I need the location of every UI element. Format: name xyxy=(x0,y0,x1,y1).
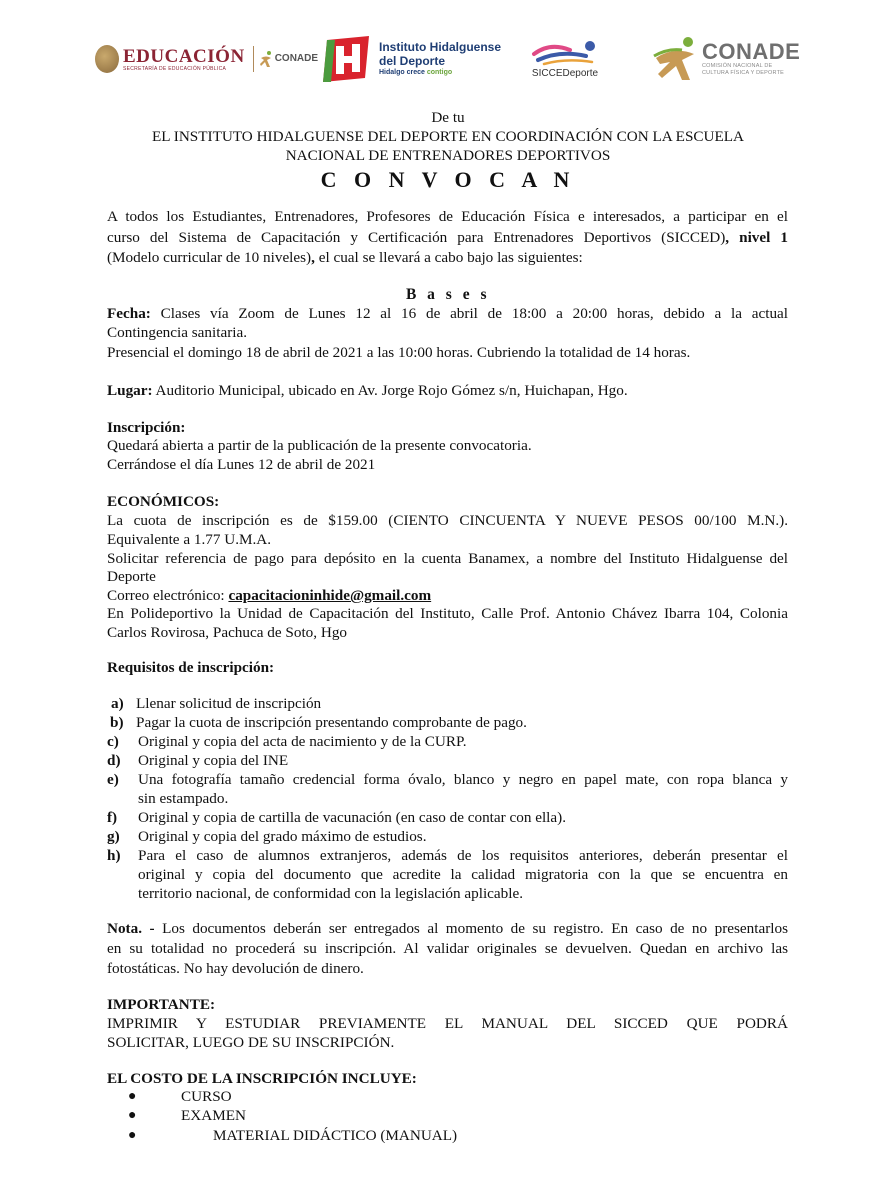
requisito-text: Original y copia del grado máximo de estudios. xyxy=(138,828,427,845)
economicos-line-6: En Polideportivo la Unidad de Capacitación del Instituto, Calle Prof. Antonio Chávez Ibarra 104, Colonia xyxy=(107,605,788,622)
conade-sub2: CULTURA FÍSICA Y DEPORTE xyxy=(702,70,785,76)
sicced-wordmark: SICCEDeporte xyxy=(531,67,599,79)
importante-line-1: IMPRIMIR Y ESTUDIAR PREVIAMENTE EL MANUAL DEL SICCED QUE PODRÁ xyxy=(107,1015,788,1032)
sicced-logo xyxy=(530,28,600,90)
inscripcion-label: Inscripción: xyxy=(107,419,186,436)
bullet-icon: ● xyxy=(128,1128,137,1143)
sep-subtitle: SECRETARÍA DE EDUCACIÓN PÚBLICA xyxy=(123,65,227,72)
importante-line-2: SOLICITAR, LUEGO DE SU INSCRIPCIÓN. xyxy=(107,1034,395,1051)
requisito-text: territorio nacional, de conformidad con la legislación aplicable. xyxy=(138,885,524,902)
requisito-letter: e) xyxy=(107,771,119,788)
economicos-line-2: Equivalente a 1.77 U.M.A. xyxy=(107,531,272,548)
educacion-wordmark: EDUCACIÓN xyxy=(123,45,245,67)
mexico-seal-icon xyxy=(95,45,119,73)
nota-line-3: fotostáticas. No hay devolución de dinero. xyxy=(107,960,364,977)
requisito-text: Pagar la cuota de inscripción presentando comprobante de pago. xyxy=(136,714,527,731)
conade-logo xyxy=(652,28,800,90)
requisito-text: original y copia del documento que acredite la calidad migratoria con la que se encuentra en xyxy=(138,866,788,883)
conade-runner-icon xyxy=(652,34,700,84)
requisito-letter: f) xyxy=(107,809,118,826)
header-line-1: De tu xyxy=(431,109,465,126)
requisito-text: Llenar solicitud de inscripción xyxy=(136,695,322,712)
economicos-line-4: Deporte xyxy=(107,568,156,585)
ihd-tagline: Hidalgo crece contigo xyxy=(379,69,453,76)
requisito-text: Una fotografía tamaño credencial forma óvalo, blanco y negro en papel mate, con ropa blanca y xyxy=(138,771,788,788)
intro-line-3: (Modelo curricular de 10 niveles), el cual se llevará a cabo bajo las siguientes: xyxy=(107,249,583,266)
requisito-letter: c) xyxy=(107,733,119,750)
sicced-swoosh-icon xyxy=(530,40,600,66)
intro-line-2: curso del Sistema de Capacitación y Certificación para Entrenadores Deportivos (SICCED), nivel 1 xyxy=(107,229,788,246)
runner-icon xyxy=(259,50,273,68)
requisito-letter: h) xyxy=(107,847,121,864)
costo-label: EL COSTO DE LA INSCRIPCIÓN INCLUYE: xyxy=(107,1070,417,1087)
economicos-line-1: La cuota de inscripción es de $159.00 (CIENTO CINCUENTA Y NUEVE PESOS 00/100 M.N.). xyxy=(107,512,788,529)
nota-line-2: en su totalidad no procederá su inscripción. Al validar originales se devuelven. Quedan en archivo las xyxy=(107,940,788,957)
ihd-name-line2: del Deporte xyxy=(379,54,446,68)
costo-item: MATERIAL DIDÁCTICO (MANUAL) xyxy=(213,1127,458,1144)
mini-conade-text: CONADE xyxy=(274,53,319,64)
ihd-name-line1: Instituto Hidalguense xyxy=(379,40,502,54)
bullet-icon: ● xyxy=(128,1108,137,1123)
conade-sub1: COMISIÓN NACIONAL DE xyxy=(702,63,773,69)
economicos-line-3: Solicitar referencia de pago para depósito en la cuenta Banamex, a nombre del Instituto Hidalguense del xyxy=(107,550,788,567)
conade-wordmark: CONADE xyxy=(702,39,801,64)
email-link[interactable]: capacitacioninhide@gmail.com xyxy=(228,587,432,604)
inscripcion-line-1: Quedará abierta a partir de la publicación de la presente convocatoria. xyxy=(107,437,532,454)
header-line-3: NACIONAL DE ENTRENADORES DEPORTIVOS xyxy=(285,147,611,164)
requisito-text: sin estampado. xyxy=(138,790,229,807)
requisitos-label: Requisitos de inscripción: xyxy=(107,659,275,676)
ihd-logo xyxy=(321,28,501,90)
bases-title: B a s e s xyxy=(405,286,491,303)
requisito-text: Original y copia del INE xyxy=(138,752,289,769)
fecha-line-3: Presencial el domingo 18 de abril de 2021 a las 10:00 horas. Cubriendo la totalidad de 14 horas. xyxy=(107,344,691,361)
requisito-text: Original y copia del acta de nacimiento y de la CURP. xyxy=(138,733,467,750)
importante-label: IMPORTANTE: xyxy=(107,996,216,1013)
fecha-line-2: Contingencia sanitaria. xyxy=(107,324,248,341)
fecha-line-1: Fecha: Clases vía Zoom de Lunes 12 al 16 de abril de 18:00 a 20:00 horas, debido a la actual xyxy=(107,305,788,322)
requisito-letter: a) xyxy=(111,695,124,712)
costo-item: EXAMEN xyxy=(181,1107,246,1124)
inscripcion-line-2: Cerrándose el día Lunes 12 de abril de 2021 xyxy=(107,456,376,473)
requisito-text: Original y copia de cartilla de vacunación (en caso de contar con ella). xyxy=(138,809,567,826)
economicos-line-7: Carlos Rovirosa, Pachuca de Soto, Hgo xyxy=(107,624,348,641)
lugar-line: Lugar: Auditorio Municipal, ubicado en Av. Jorge Rojo Gómez s/n, Huichapan, Hgo. xyxy=(107,382,628,399)
mini-conade-logo xyxy=(259,50,318,68)
requisito-letter: d) xyxy=(107,752,121,769)
educacion-logo xyxy=(95,28,318,90)
email-line: Correo electrónico: capacitacioninhide@gmail.com xyxy=(107,587,432,604)
requisito-letter: g) xyxy=(107,828,120,845)
convocan-title: C O N V O C A N xyxy=(320,167,576,192)
nota-line-1: Nota. - Los documentos deberán ser entregados al momento de su registro. En caso de no presentarlos xyxy=(107,920,788,937)
ihd-h-icon xyxy=(321,36,373,82)
logo-strip xyxy=(0,28,896,90)
intro-line-1: A todos los Estudiantes, Entrenadores, Profesores de Educación Física e interesados, a participar en el xyxy=(107,208,788,225)
economicos-label: ECONÓMICOS: xyxy=(107,493,220,510)
header-line-2: EL INSTITUTO HIDALGUENSE DEL DEPORTE EN COORDINACIÓN CON LA ESCUELA xyxy=(151,128,745,145)
bullet-icon: ● xyxy=(128,1089,137,1104)
requisito-text: Para el caso de alumnos extranjeros, además de los requisitos anteriores, deberán presentar el xyxy=(138,847,788,864)
requisito-letter: b) xyxy=(110,714,124,731)
costo-item: CURSO xyxy=(181,1088,232,1105)
